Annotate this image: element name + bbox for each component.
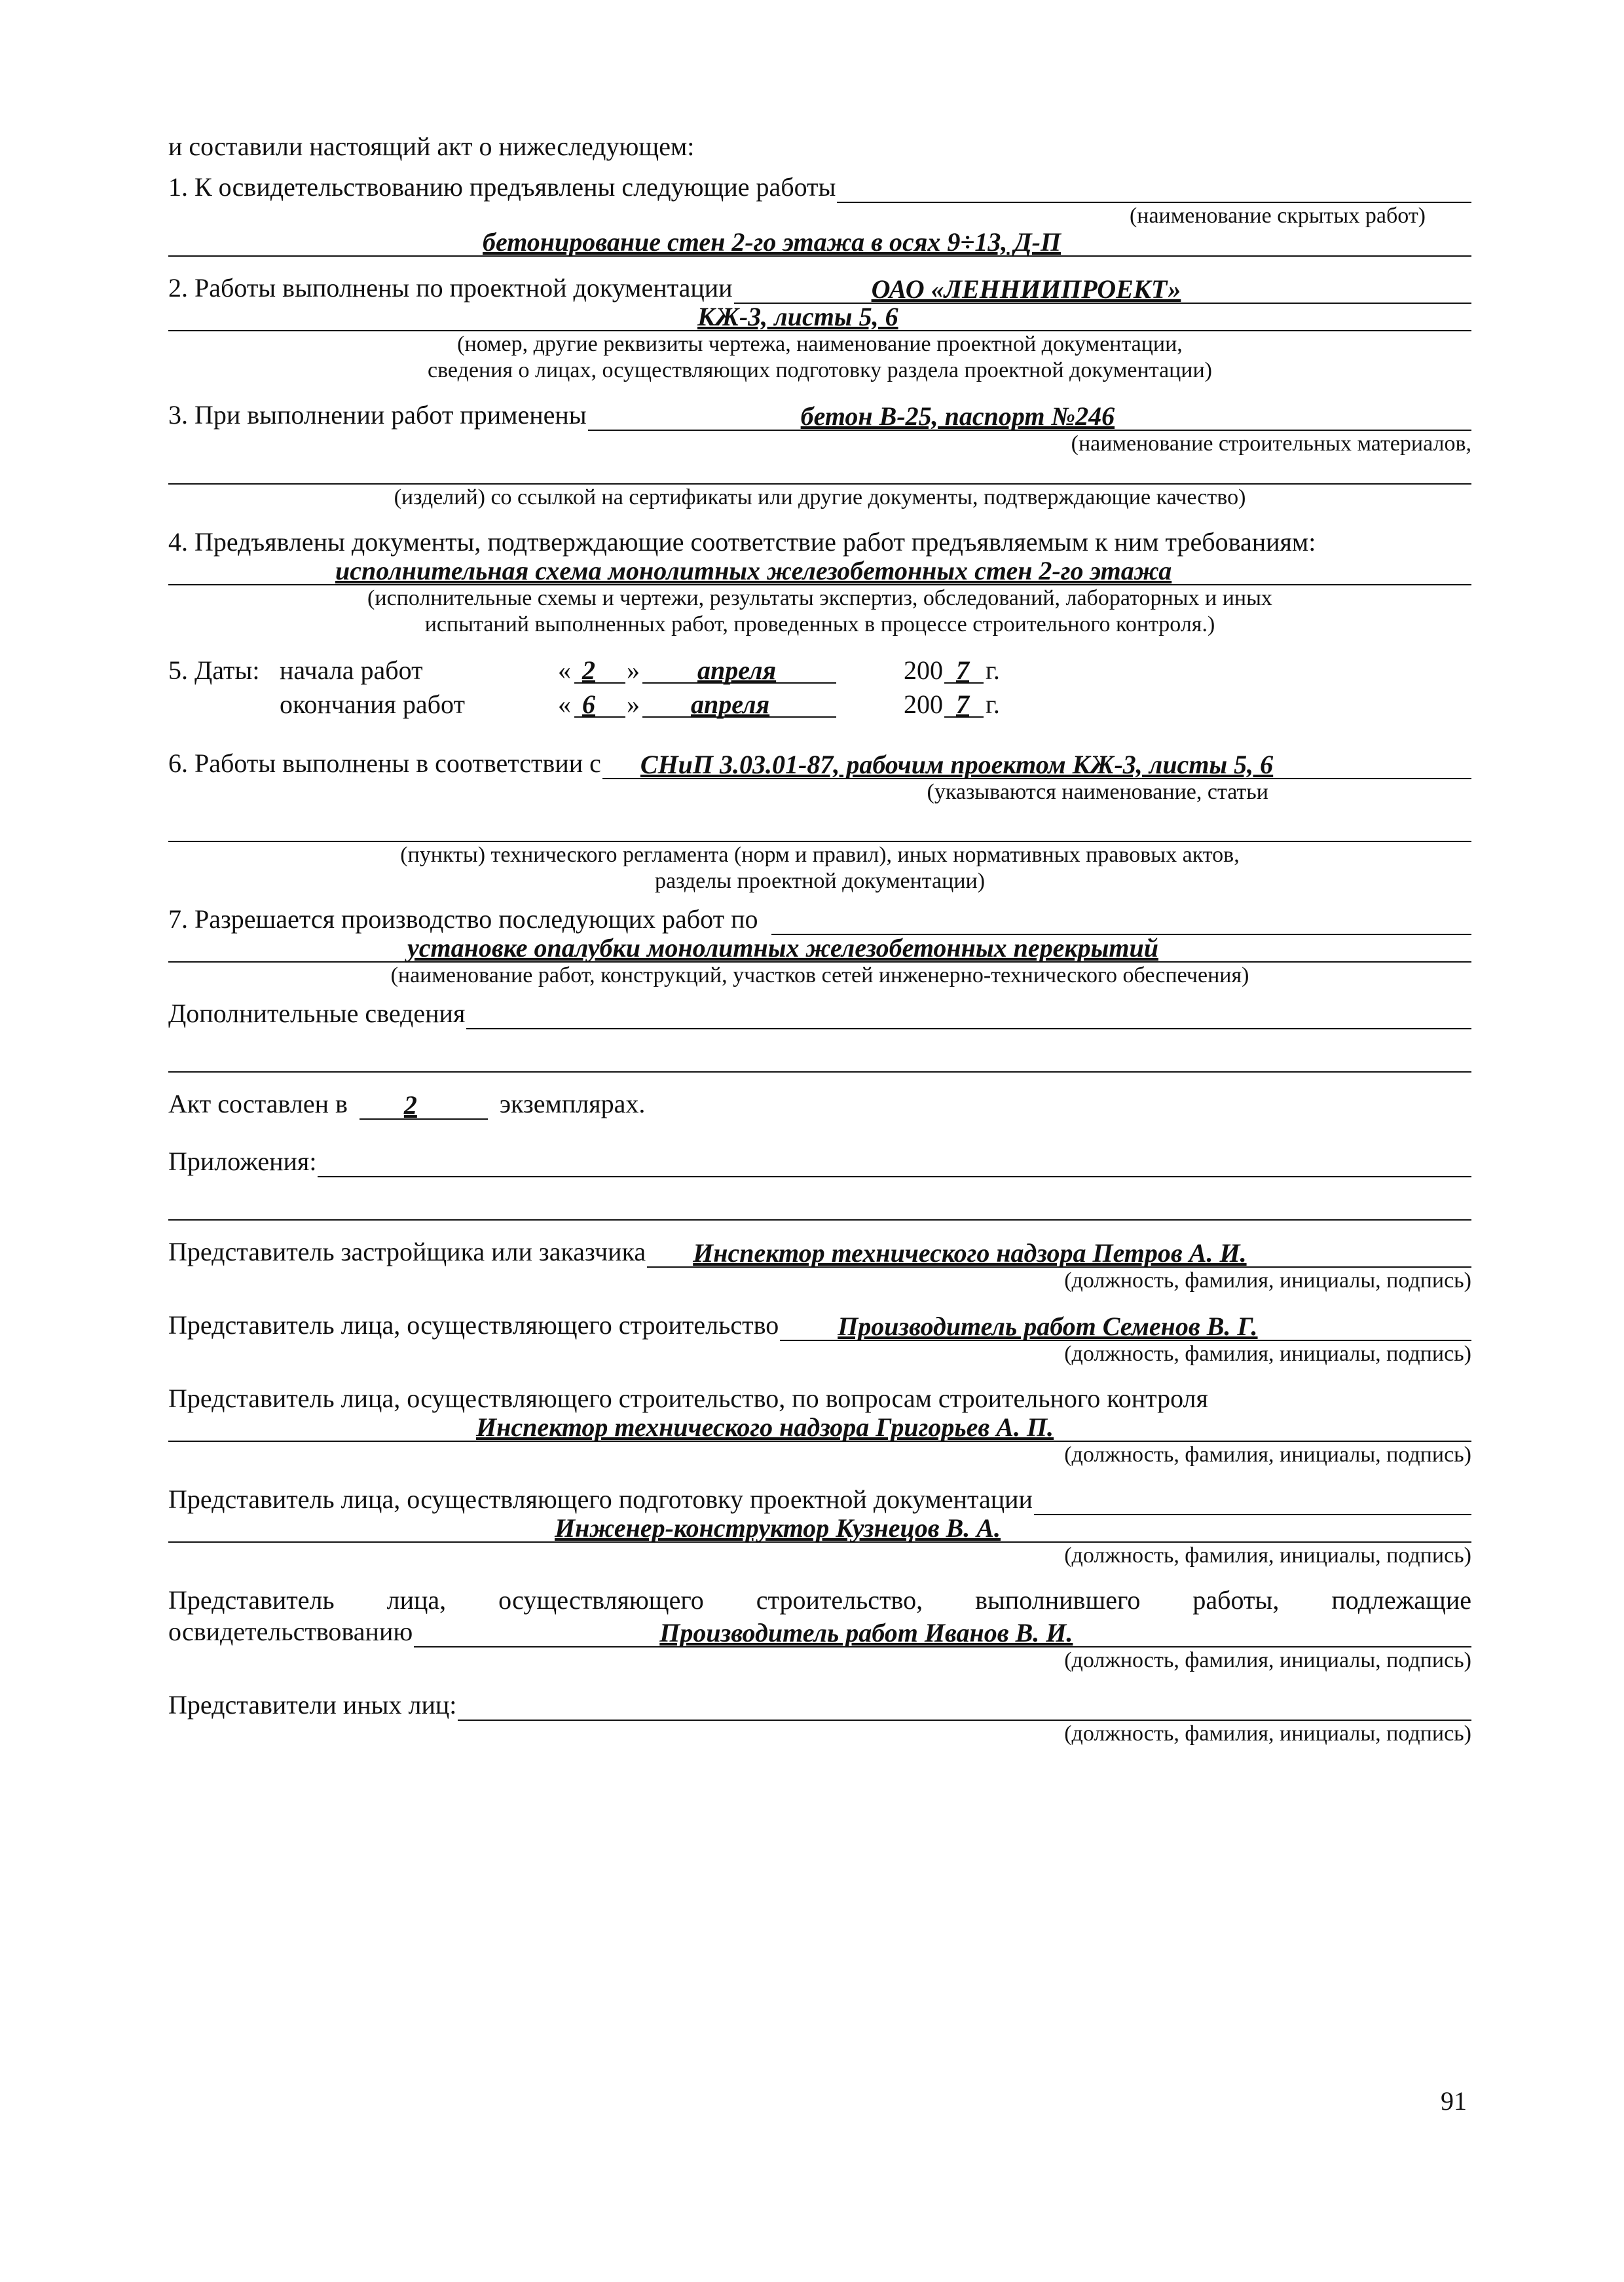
start-year-prefix: 200	[904, 655, 943, 685]
rep2-line	[780, 1314, 1471, 1341]
item1-label: 1. К освидетельствованию предъявлены следующие работы	[168, 172, 836, 202]
attachments-line	[318, 1150, 1471, 1177]
copies-label: Акт составлен в	[168, 1089, 348, 1118]
item3-blank-line	[168, 457, 1471, 485]
rep5-word-2: лица,	[386, 1585, 447, 1615]
rep5-label-line1	[168, 1585, 1471, 1616]
item2-value-row	[168, 304, 1471, 331]
item4-value-row	[168, 558, 1471, 585]
additional-label: Дополнительные сведения	[168, 999, 466, 1028]
rep1-caption: (должность, фамилия, инициалы, подпись)	[1064, 1268, 1471, 1293]
item4-caption1: (исполнительные схемы и чертежи, результаты экспертиз, обследований, лабораторных и иных	[367, 586, 1272, 610]
additional-blank-line	[168, 1045, 1471, 1073]
rep4-value-line	[168, 1515, 1471, 1543]
item3-blank-row	[168, 457, 1471, 485]
item7-value: установке опалубки монолитных железобетонных перекрытий	[407, 933, 1158, 963]
item3-caption1: (наименование строительных материалов,	[1071, 432, 1471, 456]
item6-caption3: разделы проектной документации)	[654, 869, 986, 893]
item6-row	[168, 748, 1471, 779]
item4-caption2: испытаний выполненных работ, проведенных в процессе строительного контроля.)	[424, 612, 1215, 636]
rep3-value: Инспектор технического надзора Григорьев А. П.	[476, 1412, 1054, 1442]
rep6-caption: (должность, фамилия, инициалы, подпись)	[1064, 1721, 1471, 1746]
item1-line	[837, 175, 1471, 203]
rep2-value: Производитель работ Семенов В. Г.	[838, 1312, 1258, 1341]
start-year-digit: 7	[956, 655, 969, 685]
item6-value: СНиП 3.03.01-87, рабочим проектом КЖ-3, листы 5, 6	[640, 750, 1274, 779]
additional-row	[168, 998, 1471, 1029]
rep5-label2: освидетельствованию	[168, 1617, 413, 1646]
rep6-line	[458, 1693, 1471, 1721]
copies-line	[360, 1092, 488, 1120]
rep4-line	[1034, 1488, 1471, 1515]
item7-value-row	[168, 935, 1471, 963]
item1-value-row	[168, 229, 1471, 257]
item6-caption1: (указываются наименование, статьи	[927, 780, 1268, 804]
end-day: 6	[582, 690, 595, 719]
rep2-caption: (должность, фамилия, инициалы, подпись)	[1064, 1342, 1471, 1366]
item7-label: 7. Разрешается производство последующих работ по	[168, 904, 758, 934]
item2-value2: КЖ-3, листы 5, 6	[697, 302, 898, 331]
item3-label: 3. При выполнении работ применены	[168, 400, 587, 430]
attachments-blank-row	[168, 1193, 1471, 1221]
end-year-suffix: г.	[986, 690, 1000, 719]
end-quote-close: »	[627, 690, 640, 719]
rep2-label: Представитель лица, осуществляющего строительство	[168, 1310, 779, 1340]
rep5-word-3: осуществляющего	[498, 1585, 704, 1615]
item2-row	[168, 272, 1471, 304]
attachments-blank-line	[168, 1193, 1471, 1221]
rep5-word-6: работы,	[1192, 1585, 1280, 1615]
rep5-word-7: подлежащие	[1331, 1585, 1471, 1615]
copies-suffix: экземплярах.	[499, 1089, 646, 1118]
item2-value1: ОАО «ЛЕННИИПРОЕКТ»	[871, 274, 1181, 304]
item7-line	[771, 908, 1471, 935]
item1-row	[168, 172, 1471, 203]
rep5-word-5: выполнившего	[975, 1585, 1141, 1615]
item6-blank-line	[168, 815, 1471, 842]
item3-value: бетон В-25, паспорт №246	[800, 401, 1115, 431]
rep6-row	[168, 1689, 1471, 1721]
item3-caption2: (изделий) со ссылкой на сертификаты или другие документы, подтверждающие качество)	[394, 485, 1246, 509]
item6-line	[602, 752, 1471, 779]
start-month: апреля	[697, 655, 777, 685]
act-document	[168, 131, 1471, 1747]
item6-caption2: (пункты) технического регламента (норм и правил), иных нормативных правовых актов,	[400, 843, 1240, 867]
rep5-word-4: строительство,	[756, 1585, 923, 1615]
copies-row	[168, 1088, 1471, 1120]
attachments-label: Приложения:	[168, 1147, 317, 1176]
rep4-row	[168, 1484, 1471, 1515]
end-year-prefix: 200	[904, 690, 943, 719]
start-year-suffix: г.	[986, 655, 1000, 685]
item7-value-line	[168, 935, 1471, 963]
attachments-row	[168, 1146, 1471, 1177]
item6-blank-row	[168, 815, 1471, 842]
rep3-value-line	[168, 1414, 1471, 1442]
page-number: 91	[1441, 2086, 1467, 2116]
rep3-label: Представитель лица, осуществляющего строительство, по вопросам строительного контроля	[168, 1384, 1208, 1413]
intro-text: и составили настоящий акт о нижеследующем:	[168, 132, 695, 161]
item2-caption1: (номер, другие реквизиты чертежа, наименование проектной документации,	[457, 332, 1183, 356]
additional-blank-row	[168, 1045, 1471, 1073]
rep4-value: Инженер-конструктор Кузнецов В. А.	[555, 1513, 1001, 1543]
rep6-label: Представители иных лиц:	[168, 1690, 457, 1720]
item3-row	[168, 399, 1471, 431]
rep4-label: Представитель лица, осуществляющего подготовку проектной документации	[168, 1484, 1033, 1514]
item5-label: 5. Даты:	[168, 655, 260, 685]
item4-label: 4. Предъявлены документы, подтверждающие соответствие работ предъявляемым к ним требованиям:	[168, 527, 1316, 557]
item7-caption: (наименование работ, конструкций, участков сетей инженерно-технического обеспечения)	[390, 963, 1249, 987]
copies-value: 2	[403, 1090, 417, 1120]
end-month: апреля	[691, 690, 770, 719]
rep4-caption: (должность, фамилия, инициалы, подпись)	[1064, 1543, 1471, 1568]
rep2-row	[168, 1310, 1471, 1341]
item2-value-line	[168, 304, 1471, 331]
item6-label: 6. Работы выполнены в соответствии с	[168, 748, 601, 778]
rep3-value-row	[168, 1414, 1471, 1442]
start-day: 2	[582, 655, 595, 685]
start-label: начала работ	[280, 655, 423, 685]
end-label: окончания работ	[280, 690, 465, 719]
end-quote-open: «	[558, 690, 571, 719]
start-quote-close: »	[627, 655, 640, 685]
end-year-digit: 7	[956, 690, 969, 719]
rep5-word-1: Представитель	[168, 1585, 335, 1615]
start-quote-open: «	[558, 655, 571, 685]
rep5-row	[168, 1616, 1471, 1647]
rep1-row	[168, 1236, 1471, 1268]
item2-label: 2. Работы выполнены по проектной документации	[168, 273, 733, 303]
rep1-label: Представитель застройщика или заказчика	[168, 1237, 646, 1266]
item2-caption2: сведения о лицах, осуществляющих подготовку раздела проектной документации)	[427, 358, 1212, 382]
item4-value: исполнительная схема монолитных железобетонных стен 2-го этажа	[335, 556, 1172, 585]
item5-dates	[168, 653, 1471, 722]
item1-value: бетонирование стен 2-го этажа в осях 9÷13, Д-П	[483, 227, 1061, 257]
item3-line	[588, 403, 1471, 431]
item1-caption: (наименование скрытых работ)	[1129, 204, 1426, 228]
item4-value-line	[168, 558, 1471, 585]
rep5-value: Производитель работ Иванов В. И.	[659, 1618, 1073, 1647]
rep1-line	[647, 1240, 1471, 1268]
rep1-value: Инспектор технического надзора Петров А. И.	[693, 1238, 1247, 1268]
item1-value-line	[168, 229, 1471, 257]
rep5-caption: (должность, фамилия, инициалы, подпись)	[1064, 1648, 1471, 1672]
additional-line	[466, 1002, 1471, 1029]
rep3-caption: (должность, фамилия, инициалы, подпись)	[1064, 1443, 1471, 1467]
rep4-value-row	[168, 1515, 1471, 1543]
item7-row	[168, 904, 1471, 935]
item2-line	[734, 276, 1471, 304]
rep5-line	[414, 1620, 1471, 1647]
